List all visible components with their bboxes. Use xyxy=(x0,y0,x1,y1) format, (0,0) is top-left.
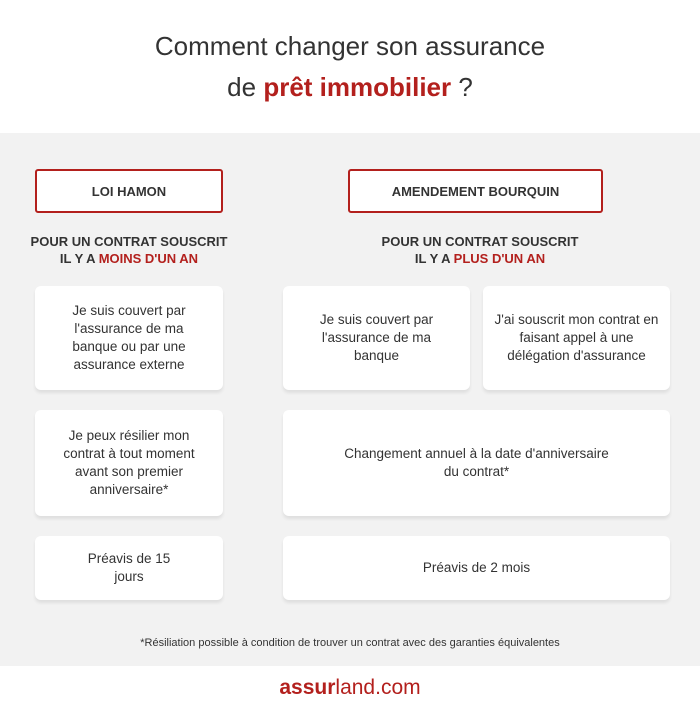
card-left-notice: Préavis de 15 jours xyxy=(35,536,223,600)
page-title-line-2 xyxy=(0,72,700,103)
footnote: *Résiliation possible à condition de trouver un contrat avec des garanties équivalentes xyxy=(140,637,560,649)
subtitle-right-accent: PLUS D'UN AN xyxy=(453,251,546,266)
subtitle-left-accent: MOINS D'UN AN xyxy=(98,251,199,266)
logo-part-assur: assur xyxy=(279,676,336,699)
page-title-line-1: Comment changer son assurance xyxy=(154,31,546,61)
law-label-hamon: LOI HAMON xyxy=(35,169,223,213)
brand-logo xyxy=(0,676,700,700)
title-prefix: de xyxy=(227,72,264,102)
card-right-annual-change: Changement annuel à la date d'anniversaire du contrat* xyxy=(283,410,670,516)
card-left-termination: Je peux résilier mon contrat à tout moment avant son premier anniversaire* xyxy=(35,410,223,516)
subtitle-right xyxy=(280,233,680,267)
subtitle-left-line2 xyxy=(0,250,258,267)
header xyxy=(0,0,700,133)
card-right-bank-coverage: Je suis couvert par l'assurance de ma banque xyxy=(283,286,470,390)
card-right-delegation: J'ai souscrit mon contrat en faisant appel à une délégation d'assurance xyxy=(483,286,670,390)
law-label-bourquin: AMENDEMENT BOURQUIN xyxy=(348,169,603,213)
card-left-coverage: Je suis couvert par l'assurance de ma banque ou par une assurance externe xyxy=(35,286,223,390)
card-right-notice: Préavis de 2 mois xyxy=(283,536,670,600)
subtitle-left-prefix: IL Y A xyxy=(59,251,99,266)
comparison-panel xyxy=(0,133,700,666)
title-accent: prêt immobilier xyxy=(263,72,452,102)
logo-part-land: land.com xyxy=(335,676,421,699)
subtitle-left-line1: POUR UN CONTRAT SOUSCRIT xyxy=(30,234,228,249)
subtitle-right-line1: POUR UN CONTRAT SOUSCRIT xyxy=(381,234,579,249)
subtitle-right-prefix: IL Y A xyxy=(414,251,454,266)
subtitle-right-line2 xyxy=(280,250,680,267)
title-suffix: ? xyxy=(451,72,473,102)
subtitle-left xyxy=(0,233,258,267)
